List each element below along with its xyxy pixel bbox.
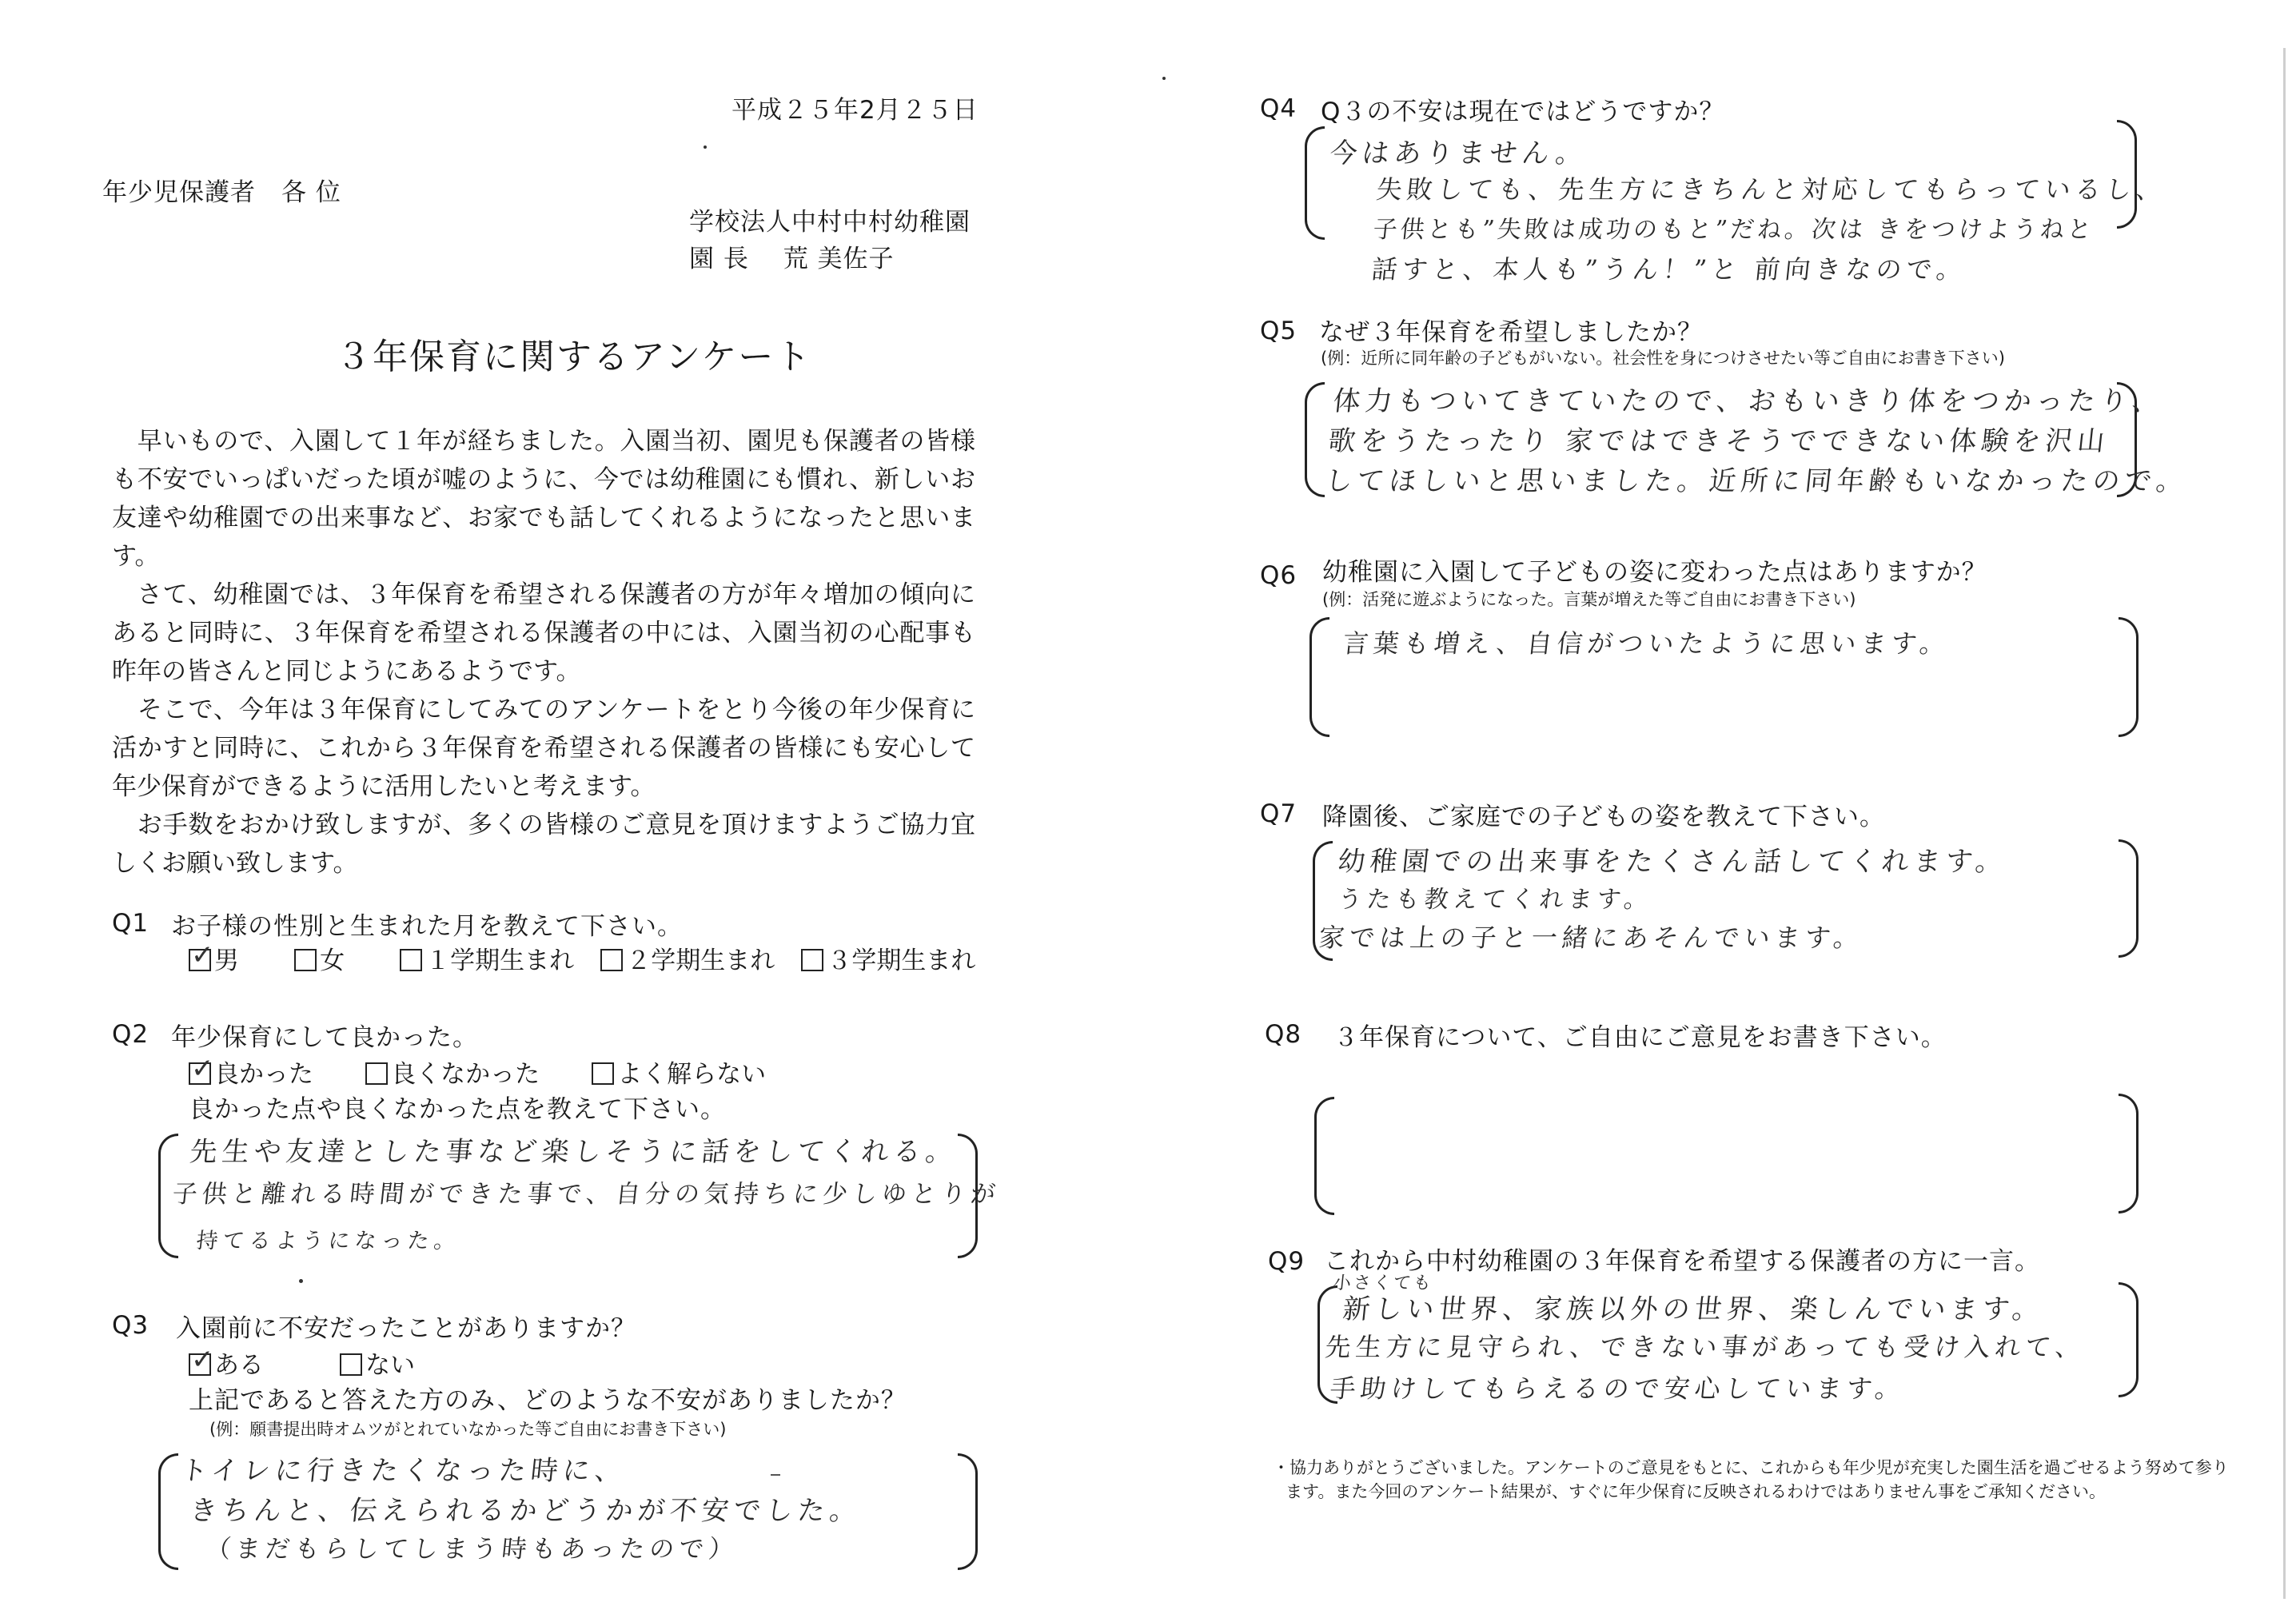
q6-answer-bracket-left	[1309, 617, 1329, 737]
option-label: 良くなかった	[391, 1060, 540, 1089]
checkbox[interactable]	[400, 949, 422, 971]
checkbox[interactable]	[600, 949, 623, 971]
q7-answer-line: 家では上の子と一緒にあそんでいます。	[1317, 923, 1866, 953]
q1-question: お子様の性別と生まれた月を教えて下さい。	[171, 912, 683, 941]
intro-paragraph: そこで、今年は３年保育にしてみてのアンケートをとり今後の年少保育に活かすと同時に、これから３年保育を希望される保護者の皆様にも安心して年少保育ができるように活用したいと考えます。	[112, 695, 975, 801]
q6-question: 幼稚園に入園して子どもの姿に変わった点はありますか？	[1322, 558, 1987, 587]
q2-question: 年少保育にして良かった。	[171, 1023, 478, 1052]
option-label: ３学期生まれ	[827, 946, 976, 975]
option-label: ある	[214, 1351, 264, 1380]
q3-example: (例：願書提出時オムツがとれていなかった等ご自由にお書き下さい)	[209, 1420, 727, 1439]
q3-number: Q3	[112, 1311, 149, 1340]
recipient: 年少児保護者 各 位	[102, 178, 341, 207]
q4-question: Q３の不安は現在ではどうですか？	[1321, 98, 1725, 126]
q8-answer-bracket-right	[2119, 1094, 2139, 1214]
q2-number: Q2	[112, 1020, 149, 1049]
footer-note-line: ・協力ありがとうございました。アンケートのご意見をもとに、これからも年少児が充実した園生活を過ごせるよう努めて参り	[1273, 1458, 2229, 1477]
principal-name: 園 長 荒 美佐子	[689, 245, 895, 273]
q1-option-term3[interactable]	[801, 940, 975, 976]
q5-question: なぜ３年保育を希望しましたか？	[1319, 318, 1703, 347]
option-label: 良かった	[214, 1060, 313, 1089]
scan-edge-line	[2283, 48, 2286, 1599]
q9-handwritten-note: 小さくても	[1332, 1273, 1435, 1293]
q9-question: これから中村幼稚園の３年保育を希望する保護者の方に一言。	[1324, 1247, 2040, 1276]
q2-subquestion: 良かった点や良くなかった点を教えて下さい。	[189, 1095, 726, 1124]
q6-answer-bracket-right	[2119, 617, 2139, 737]
q5-answer-line: 体力もついてきていたので、おもいきり体をつかったり、	[1331, 385, 2166, 417]
q2-option-not-good[interactable]	[365, 1054, 540, 1090]
ink-speck	[299, 1279, 303, 1283]
q2-options	[189, 1054, 766, 1090]
q4-answer-line: 今はありません。	[1328, 137, 1589, 169]
q3-answer-bracket-left	[158, 1453, 178, 1570]
q4-answer-line: 失敗しても、先生方にきちんと対応してもらっているし、	[1374, 174, 2168, 205]
ink-mark	[771, 1474, 780, 1476]
intro-paragraph: 早いもので、入園して１年が経ちました。入園当初、園児も保護者の皆様も不安でいっぱいだった頃が嘘のように、今では幼稚園にも慣れ、新しいお友達や幼稚園での出来事など、お家でも話してくれるようになったと思います。	[112, 427, 975, 571]
ink-speck	[704, 145, 707, 149]
q5-answer-line: してほしいと思いました。近所に同年齢もいなかったので。	[1323, 465, 2190, 497]
q1-number: Q1	[112, 909, 149, 938]
q1-option-female[interactable]	[294, 940, 345, 976]
q3-subquestion: 上記であると答えた方のみ、どのような不安がありましたか？	[189, 1386, 907, 1415]
option-label: ２学期生まれ	[626, 946, 775, 975]
ink-speck	[1162, 77, 1166, 80]
q8-question: ３年保育について、ご自由にご意見をお書き下さい。	[1333, 1023, 1947, 1052]
q5-example: (例：近所に同年齢の子どもがいない。社会性を身につけさせたい等ご自由にお書き下さい)	[1321, 349, 2005, 368]
intro-paragraph: さて、幼稚園では、３年保育を希望される保護者の方が年々増加の傾向にあると同時に、３年保育を希望される保護者の中には、入園当初の心配事も昨年の皆さんと同じようにあるようです。	[112, 580, 975, 686]
right-page	[1148, 0, 2296, 1618]
q4-answer-line: 話すと、本人も”うん！”と 前向きなので。	[1369, 254, 1969, 285]
q5-answer-bracket-left	[1305, 382, 1325, 497]
option-label: 男	[214, 946, 239, 975]
q8-answer-bracket-left	[1314, 1097, 1334, 1215]
checkbox[interactable]	[340, 1353, 362, 1376]
option-label: よく解らない	[617, 1060, 767, 1089]
q3-answer-line: トイレに行きたくなった時に、	[178, 1455, 629, 1487]
q1-option-term2[interactable]	[600, 940, 775, 976]
q1-option-term1[interactable]	[400, 940, 574, 976]
q2-answer-line: 持てるようになった。	[195, 1229, 462, 1253]
q7-question: 降園後、ご家庭での子どもの姿を教えて下さい。	[1322, 803, 1885, 831]
q4-number: Q4	[1260, 94, 1297, 123]
page-title: ３年保育に関するアンケート	[336, 337, 812, 377]
q9-answer-line: 手助けしてもらえるので安心しています。	[1328, 1373, 1907, 1404]
q3-answer-line: きちんと、伝えられるかどうかが不安でした。	[188, 1495, 863, 1527]
q7-number: Q7	[1260, 799, 1297, 828]
q2-option-unsure[interactable]	[592, 1054, 766, 1090]
q2-answer-line: 先生や友達とした事など楽しそうに話をしてくれる。	[188, 1136, 959, 1168]
q1-options	[189, 940, 975, 976]
q2-option-good[interactable]	[189, 1054, 313, 1090]
option-label: 女	[320, 946, 345, 975]
school-name: 学校法人中村中村幼稚園	[689, 208, 971, 237]
q5-number: Q5	[1260, 317, 1297, 345]
q3-answer-bracket-right	[958, 1453, 978, 1570]
q3-options	[189, 1345, 415, 1381]
q9-number: Q9	[1268, 1247, 1305, 1276]
q3-answer-line: （まだもらしてしまう時もあったので）	[204, 1535, 740, 1564]
q9-answer-line: 新しい世界、家族以外の世界、楽しんでいます。	[1341, 1293, 2047, 1325]
q4-answer-line: 子供とも”失敗は成功のもと”だね。次は きをつけようねと	[1371, 216, 2096, 244]
q6-example: (例：活発に遊ぶようになった。言葉が増えた等ご自由にお書き下さい)	[1322, 590, 1856, 609]
q6-answer-line: 言葉も増え、自信がついたように思います。	[1341, 628, 1952, 659]
checkbox-checked[interactable]	[189, 1353, 211, 1376]
q9-answer-line: 先生方に見守られ、できない事があっても受け入れて、	[1323, 1332, 2087, 1362]
option-label: １学期生まれ	[425, 946, 575, 975]
q7-answer-line: 幼稚園での出来事をたくさん話してくれます。	[1336, 846, 2010, 878]
checkbox-checked[interactable]	[189, 1062, 211, 1085]
q8-number: Q8	[1265, 1020, 1302, 1049]
q7-answer-line: うたも教えてくれます。	[1336, 886, 1655, 914]
q6-number: Q6	[1260, 561, 1297, 590]
checkbox-checked[interactable]	[189, 949, 211, 971]
q9-answer-bracket-right	[2119, 1282, 2139, 1397]
q1-option-male[interactable]	[189, 940, 239, 976]
option-label: ない	[365, 1351, 416, 1380]
footer-note-line: ます。また今回のアンケート結果が、すぐに年少保育に反映されるわけではありません事をご承知ください。	[1286, 1482, 2107, 1501]
intro-paragraphs	[112, 422, 975, 883]
checkbox[interactable]	[801, 949, 823, 971]
q3-option-no[interactable]	[340, 1345, 415, 1381]
q7-answer-bracket-right	[2119, 839, 2139, 958]
q5-answer-line: 歌をうたったり 家ではできそうでできない体験を沢山	[1326, 425, 2111, 457]
q4-answer-bracket-left	[1305, 126, 1325, 240]
checkbox[interactable]	[592, 1062, 614, 1085]
q2-answer-line: 子供と離れる時間ができた事で、自分の気持ちに少しゆとりが	[170, 1180, 1002, 1209]
document-date: 平成２５年2月２５日	[731, 96, 979, 125]
checkbox[interactable]	[365, 1062, 388, 1085]
intro-paragraph: お手数をおかけ致しますが、多くの皆様のご意見を頂けますようご協力宜しくお願い致します。	[112, 811, 975, 878]
q3-option-yes[interactable]	[189, 1345, 264, 1381]
checkbox[interactable]	[294, 949, 317, 971]
q3-question: 入園前に不安だったことがありますか？	[176, 1314, 636, 1343]
